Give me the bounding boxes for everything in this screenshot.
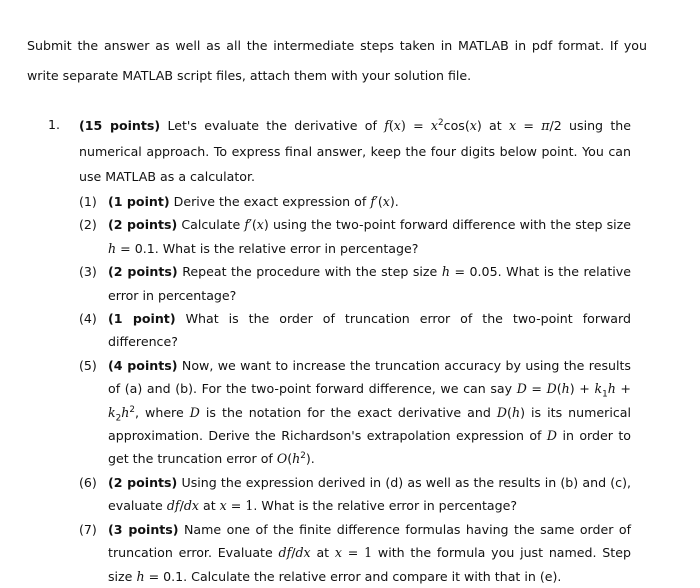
subquestion-2: (2) (2 points) Calculate f′(x) using the two-point forward difference with the step size h = 0.1. What is the relative error in percentage? xyxy=(79,217,631,256)
problem-statement: (15 points) Let's evaluate the derivative of $f(x) = x^2\cos(x)$ at x = π/2 using the numerical approach. To express final answer, keep the four digits below point. You can use MATLAB as a calculator. xyxy=(79,117,631,184)
subquestion-list xyxy=(79,190,631,588)
instructions: Submit the answer as well as all the intermediate steps taken in MATLAB in pdf format. If you write separate MATLAB script files, attach them with your solution file. xyxy=(27,38,647,83)
problem-number: 1. xyxy=(48,117,61,132)
subquestion-7: (7) (3 points) Name one of the finite difference formulas having the same order of truncation error. Evaluate df/dx at x = 1 with the formula you just named. Step size h = 0.1. Calculate the relative error and compare it with that in (e). xyxy=(79,521,631,584)
subquestion-4: (4) (1 point) What is the order of truncation error of the two-point forward difference? xyxy=(79,311,631,350)
subquestion-3: (3) (2 points) Repeat the procedure with the step size h = 0.05. What is the relative error in percentage? xyxy=(79,264,632,303)
problem-points: (15 points) xyxy=(79,118,161,133)
subquestion-1: (1) (1 point) Derive the exact expression of f′(x). xyxy=(79,194,399,209)
subquestion-6: (6) (2 points) Using the expression derived in (d) as well as the results in (b) and (c), evaluate df/dx at x = 1. What is the relative error in percentage? xyxy=(79,474,631,514)
subquestion-5: (5) (4 points) Now, we want to increase the truncation accuracy by using the results of (a) and (b). For the two-point forward difference, we can say $D = D(h) + k_1h + k_2h^2$, where D is the notation for the exact derivative and D(h) is its numerical approximation. Derive the Richardson's extrapolation expression of D in order to get the truncation error of $O(h^2)$. xyxy=(79,357,631,467)
